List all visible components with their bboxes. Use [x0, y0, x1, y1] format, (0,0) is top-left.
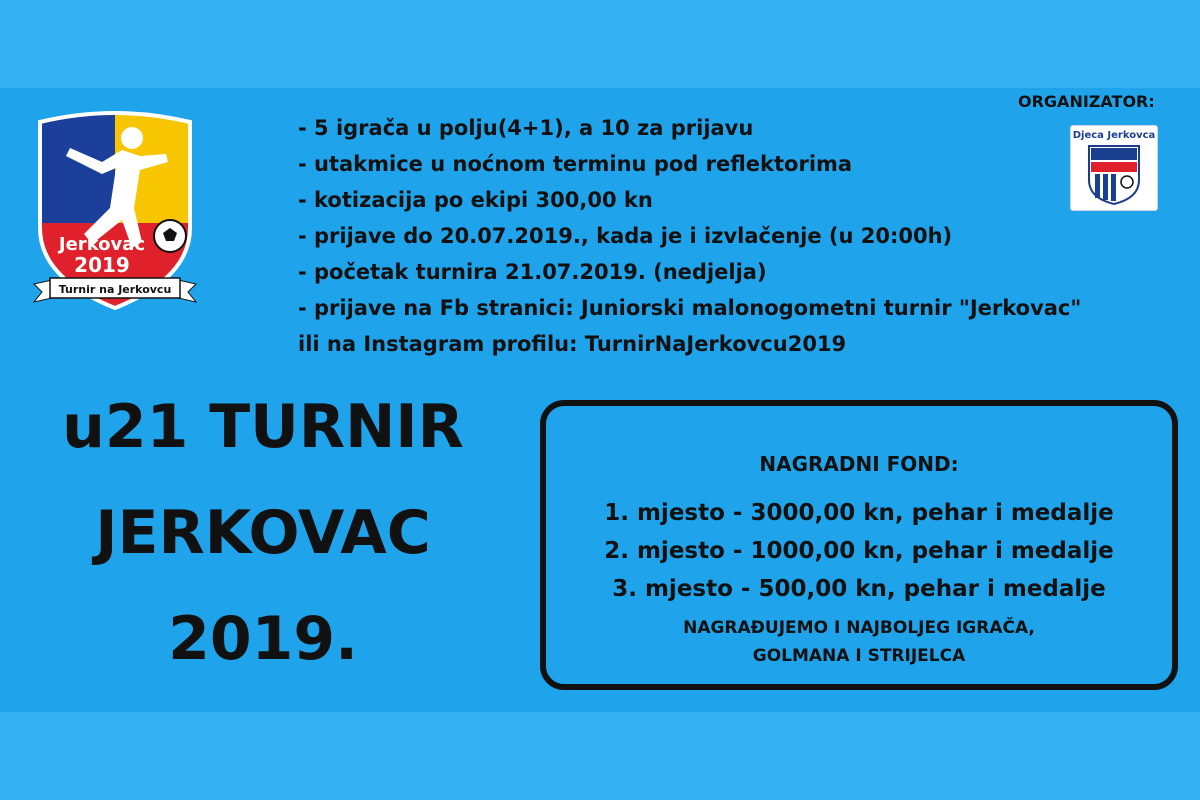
title-line: JERKOVAC — [95, 498, 431, 568]
bottom-band — [0, 712, 1200, 800]
top-band — [0, 0, 1200, 88]
rule-item: - prijave do 20.07.2019., kada je i izvlačenje (u 20:00h) — [298, 224, 953, 248]
rule-item: - početak turnira 21.07.2019. (nedjelja) — [298, 260, 767, 284]
organizer-label: ORGANIZATOR: — [1018, 92, 1155, 111]
organizer-name: Djeca Jerkovca — [1072, 130, 1156, 141]
prize-item: 1. mjesto - 3000,00 kn, pehar i medalje — [604, 500, 1114, 526]
prize-item: 2. mjesto - 1000,00 kn, pehar i medalje — [604, 538, 1114, 564]
prize-note-line: NAGRAĐUJEMO I NAJBOLJEG IGRAČA, — [683, 618, 1035, 638]
football-icon — [154, 220, 186, 252]
tournament-title — [18, 374, 508, 692]
organizer-crest — [1070, 125, 1158, 211]
prize-fund-title: NAGRADNI FOND: — [759, 452, 959, 476]
logo-ribbon-text: Turnir na Jerkovcu — [58, 283, 172, 296]
logo-year: 2019 — [74, 253, 130, 277]
prize-item: 3. mjesto - 500,00 kn, pehar i medalje — [612, 576, 1106, 602]
title-line: 2019. — [168, 604, 358, 674]
rule-item: ili na Instagram profilu: TurnirNaJerkovcu2019 — [298, 332, 847, 356]
prize-note-line: GOLMANA I STRIJELCA — [752, 646, 966, 666]
tournament-logo — [30, 108, 200, 318]
rule-item: - prijave na Fb stranici: Juniorski malonogometni turnir "Jerkovac" — [298, 296, 1082, 320]
rule-item: - utakmice u noćnom terminu pod reflektorima — [298, 152, 853, 176]
title-line: u21 TURNIR — [62, 392, 464, 462]
logo-ribbon — [34, 278, 196, 302]
logo-name: Jerkovac — [58, 234, 146, 255]
prize-note — [546, 614, 1172, 670]
prize-fund-box — [540, 400, 1178, 690]
rule-item: - 5 igrača u polju(4+1), a 10 za prijavu — [298, 116, 754, 140]
rule-item: - kotizacija po ekipi 300,00 kn — [298, 188, 653, 212]
tournament-rules — [298, 110, 1081, 362]
organizer-crest-icon — [1087, 144, 1141, 206]
prize-list — [546, 494, 1172, 608]
